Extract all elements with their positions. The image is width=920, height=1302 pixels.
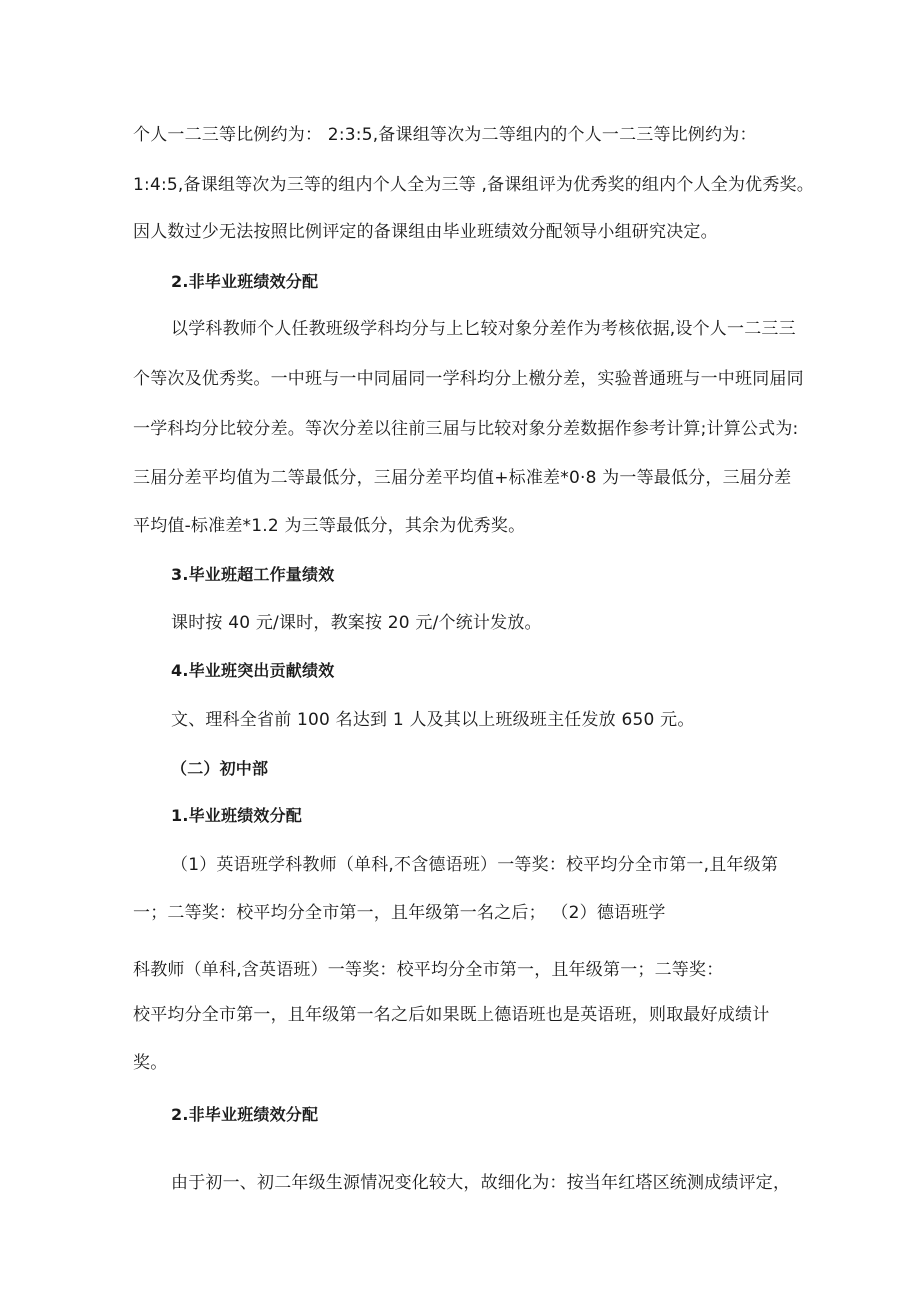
paragraph-line: 一学科均分比较分差。等次分差以往前三届与比较对象分差数据作参考计算;计算公式为: <box>133 419 799 439</box>
paragraph-line: 三届分差平均值为二等最低分，三届分差平均值+标准差*0·8 为一等最低分，三届分差 <box>133 468 792 488</box>
section-heading: 2.非毕业班绩效分配 <box>171 1105 319 1124</box>
section-heading: （二）初中部 <box>171 759 269 778</box>
section-heading: 2.非毕业班绩效分配 <box>171 272 319 291</box>
paragraph-line: 一；二等奖：校平均分全市第一，且年级第一名之后； （2）德语班学 <box>133 903 666 923</box>
paragraph-line: 个人一二三等比例约为： 2:3:5,备课组等次为二等组内的个人一二三等比例约为： <box>133 125 757 145</box>
paragraph-line: 因人数过少无法按照比例评定的备课组由毕业班绩效分配领导小组研究决定。 <box>133 222 718 242</box>
paragraph-line: 1:4:5,备课组等次为三等的组内个人全为三等 ,备课组评为优秀奖的组内个人全为优秀奖。 <box>133 175 814 195</box>
paragraph-line: 奖。 <box>133 1053 168 1073</box>
paragraph-line: 文、理科全省前 100 名达到 1 人及其以上班级班主任发放 650 元。 <box>171 710 695 730</box>
paragraph-line: 由于初一、初二年级生源情况变化较大，故细化为：按当年红塔区统测成绩评定， <box>171 1173 791 1193</box>
paragraph-line: 平均值-标准差*1.2 为三等最低分，其余为优秀奖。 <box>133 516 526 536</box>
section-heading: 3.毕业班超工作量绩效 <box>171 565 335 584</box>
paragraph-line: （1）英语班学科教师（单科,不含德语班）一等奖：校平均分全市第一,且年级第 <box>171 855 779 875</box>
section-heading: 1.毕业班绩效分配 <box>171 806 303 825</box>
paragraph-line: 校平均分全市第一，且年级第一名之后如果既上德语班也是英语班，则取最好成绩计 <box>133 1005 770 1025</box>
section-heading: 4.毕业班突出贡献绩效 <box>171 661 335 680</box>
paragraph-line: 课时按 40 元/课时，教案按 20 元/个统计发放。 <box>171 613 542 633</box>
paragraph-line: 个等次及优秀奖。一中班与一中同届同一学科均分上檄分差，实验普通班与一中班同届同 <box>133 369 804 389</box>
paragraph-line: 以学科教师个人任教班级学科均分与上匕较对象分差作为考核依据,设个人一二三三 <box>171 319 796 339</box>
paragraph-line: 科教师（单科,含英语班）一等奖：校平均分全市第一，且年级第一；二等奖： <box>133 960 724 980</box>
